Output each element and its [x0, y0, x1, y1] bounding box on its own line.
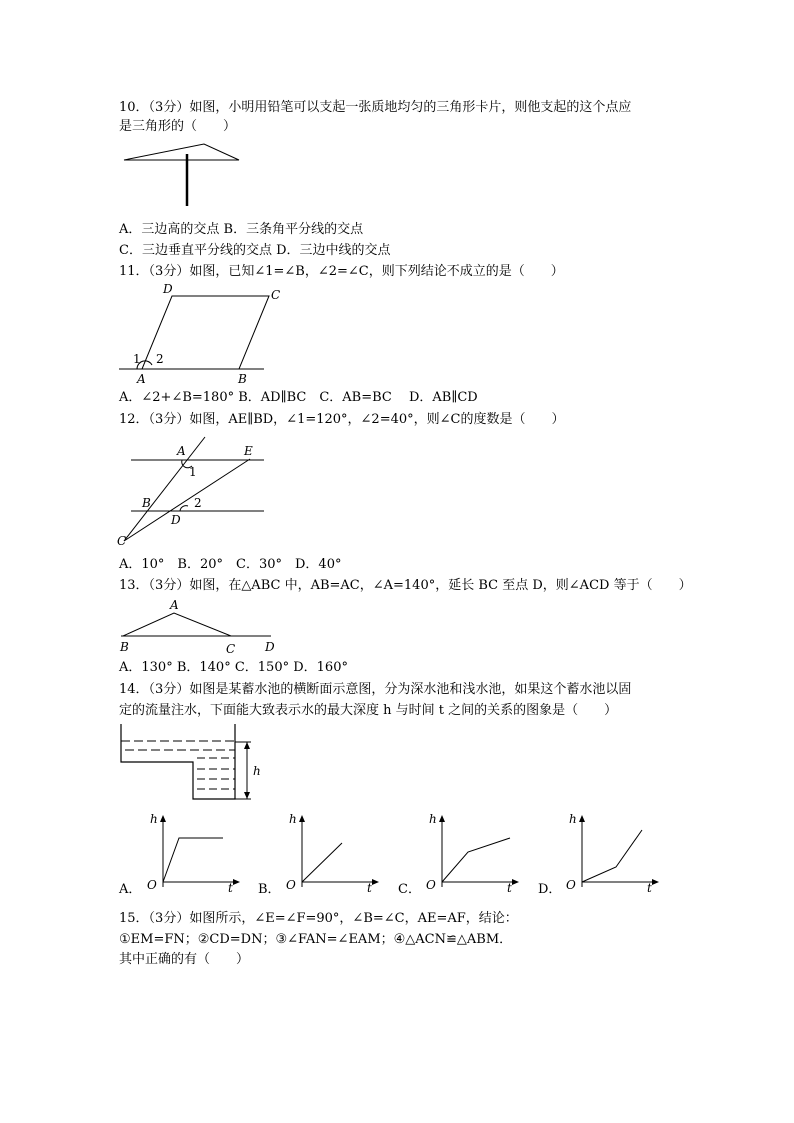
origin-o: O [147, 878, 157, 892]
label-angle-1: 1 [133, 352, 141, 366]
label-C: C [271, 288, 281, 302]
axis-t: t [507, 881, 512, 895]
q14-stem-line1: 14．（3分）如图是某蓄水池的横断面示意图，分为深水池和浅水池，如果这个蓄水池以固 [119, 682, 632, 697]
triangle-card [124, 144, 239, 160]
label-D: D [265, 640, 275, 654]
q14-graph-c [420, 810, 525, 895]
sides-BA-AC [123, 613, 231, 636]
label-E: E [244, 444, 253, 458]
label-B: B [238, 372, 247, 386]
label-D: D [163, 282, 173, 296]
origin-o: O [426, 878, 436, 892]
q13-options: A．130° B．140° C．150° D．160° [119, 660, 348, 675]
q14-pool-figure [119, 722, 269, 812]
axis-h: h [429, 812, 437, 826]
graph-curve [582, 830, 642, 882]
origin-o: O [566, 878, 576, 892]
label-A: A [170, 598, 179, 612]
q14-graph-d [560, 810, 675, 895]
label-A: A [137, 372, 146, 386]
pool-outline [121, 724, 235, 799]
label-angle-1: 1 [189, 465, 197, 479]
axis-t: t [228, 881, 233, 895]
angle-2-arc [180, 506, 188, 511]
q11-figure [119, 283, 299, 388]
q10-figure [119, 140, 249, 210]
graph-curve [302, 843, 342, 882]
q13-stem: 13．（3分）如图，在△ABC 中，AB=AC，∠A=140°，延长 BC 至点 D，则∠ACD 等于（ ） [119, 578, 692, 593]
label-D: D [171, 513, 181, 527]
q14-graph-a [141, 810, 246, 895]
q14-graph-b [280, 810, 385, 895]
q10-stem-line2: 是三角形的（ ） [119, 119, 237, 134]
graph-curve [442, 838, 510, 882]
graph-curve [163, 838, 223, 882]
q12-stem: 12．（3分）如图，AE∥BD，∠1=120°，∠2=40°，则∠C的度数是（ ） [119, 412, 565, 427]
label-B: B [142, 496, 151, 510]
line-CA [124, 437, 205, 541]
q10-options-line2: C．三边垂直平分线的交点 D．三边中线的交点 [119, 243, 391, 258]
q13-figure [119, 597, 284, 656]
q14-option-c[interactable]: C． [398, 882, 421, 897]
q15-stem: 15．（3分）如图所示，∠E=∠F=90°，∠B=∠C，AE=AF，结论： [119, 911, 518, 926]
q12-options: A．10° B．20° C．30° D．40° [119, 557, 342, 572]
depth-label: h [253, 764, 261, 778]
label-C: C [117, 534, 127, 548]
axis-h: h [569, 812, 577, 826]
axis-t: t [367, 881, 372, 895]
axis-t: t [647, 881, 652, 895]
q14-option-a[interactable]: A． [119, 882, 142, 897]
q14-stem-line2: 定的流量注水，下面能大致表示水的最大深度 h 与时间 t 之间的关系的图象是（ ） [119, 703, 618, 718]
label-angle-2: 2 [194, 496, 202, 510]
label-C: C [226, 642, 236, 656]
q14-option-d[interactable]: D． [538, 882, 562, 897]
q15-conclusions: ①EM=FN；②CD=DN；③∠FAN=∠EAM；④△ACN≌△ABM． [119, 932, 513, 947]
label-angle-2: 2 [156, 352, 164, 366]
q14-option-b[interactable]: B． [258, 882, 281, 897]
axis-h: h [289, 812, 297, 826]
origin-o: O [286, 878, 296, 892]
q11-stem: 11．（3分）如图，已知∠1=∠B，∠2=∠C，则下列结论不成立的是（ ） [119, 264, 564, 279]
q11-options: A．∠2+∠B=180° B．AD∥BC C．AB=BC D．AB∥CD [119, 390, 478, 405]
q15-ask: 其中正确的有（ ） [119, 952, 250, 967]
q10-options-line1: A．三边高的交点 B．三条角平分线的交点 [119, 222, 364, 237]
q10-stem-line1: 10．（3分）如图，小明用铅笔可以支起一张质地均匀的三角形卡片，则他支起的这个点应 [119, 100, 632, 115]
label-A: A [177, 444, 186, 458]
label-B: B [120, 640, 129, 654]
axis-h: h [150, 812, 158, 826]
q12-figure [119, 433, 279, 548]
